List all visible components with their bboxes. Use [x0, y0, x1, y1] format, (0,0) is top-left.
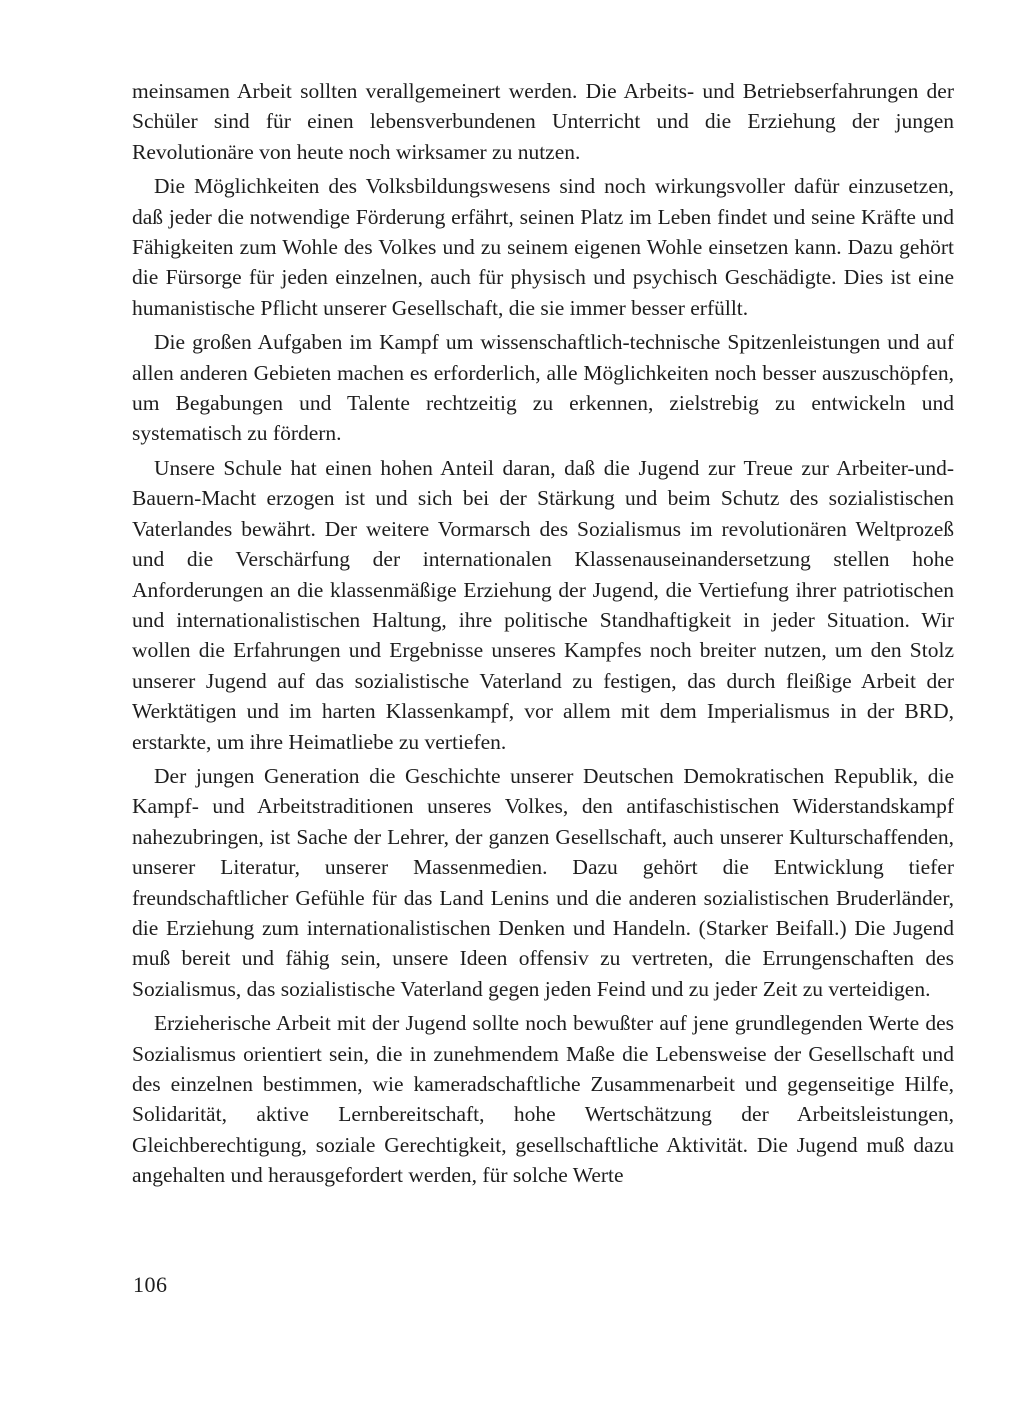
paragraph-4: Unsere Schule hat einen hohen Anteil daran, daß die Jugend zur Treue zur Arbeiter-und-Bauern-Macht erzogen ist und sich bei der Stärkung und beim Schutz des sozialistischen Vaterlandes bewährt. Der weitere Vormarsch des Sozialismus im revolutionären Weltprozeß und die Verschärfung der internationalen Klassenauseinandersetzung stellen hohe Anforderungen an die klassenmäßige Erziehung der Jugend, die Vertiefung ihrer patriotischen und internationalistischen Haltung, ihre politische Standhaftigkeit in jeder Situation. Wir wollen die Erfahrungen und Ergebnisse unseres Kampfes noch breiter nutzen, um den Stolz unserer Jugend auf das sozialistische Vaterland zu festigen, das durch fleißige Arbeit der Werktätigen und im harten Klassenkampf, vor allem mit dem Imperialismus in der BRD, erstarkte, um ihre Heimatliebe zu vertiefen.: [132, 455, 954, 754]
paragraph-2: Die Möglichkeiten des Volksbildungswesens sind noch wirkungsvoller dafür einzusetzen, daß jeder die notwendige Förderung erfährt, seinen Platz im Leben findet und seine Kräfte und Fähigkeiten zum Wohle des Volkes und zu seinem eigenen Wohle einsetzen kann. Dazu gehört die Fürsorge für jeden einzelnen, auch für physisch und psychisch Geschädigte. Dies ist eine humanistische Pflicht unserer Gesellschaft, die sie immer besser erfüllt.: [132, 174, 954, 320]
paragraph-5: Der jungen Generation die Geschichte unserer Deutschen Demokratischen Republik, die Kampf- und Arbeitstraditionen unseres Volkes, den antifaschistischen Widerstandskampf nahezubringen, ist Sache der Lehrer, der ganzen Gesellschaft, auch unserer Kulturschaffenden, unserer Literatur, unserer Massenmedien. Dazu gehört die Entwicklung tiefer freundschaftlicher Gefühle für das Land Lenins und die anderen sozialistischen Bruderländer, die Erziehung zum internationalistischen Denken und Handeln. (Starker Beifall.) Die Jugend muß bereit und fähig sein, unsere Ideen offensiv zu vertreten, die Errungenschaften des Sozialismus, das sozialistische Vaterland gegen jeden Feind und zu jeder Zeit zu verteidigen.: [132, 763, 954, 1001]
paragraph-3: Die großen Aufgaben im Kampf um wissenschaftlich-technische Spitzenleistungen und auf allen anderen Gebieten machen es erforderlich, alle Möglichkeiten noch besser auszuschöpfen, um Begabungen und Talente rechtzeitig zu erkennen, zielstrebig zu entwickeln und systematisch zu fördern.: [132, 330, 954, 446]
page-number: 106: [133, 1272, 168, 1297]
paragraph-1: meinsamen Arbeit sollten verallgemeinert werden. Die Arbeits- und Betriebserfahrungen der Schüler sind für einen lebensverbundenen Unterricht und die Erziehung der jungen Revolutionäre von heute noch wirksamer zu nutzen.: [132, 79, 954, 164]
paragraph-6: Erzieherische Arbeit mit der Jugend sollte noch bewußter auf jene grundlegenden Werte des Sozialismus orientiert sein, die in zunehmendem Maße die Lebensweise der Gesellschaft und des einzelnen bestimmen, wie kameradschaftliche Zusammenarbeit und gegenseitige Hilfe, Solidarität, aktive Lernbereitschaft, hohe Wertschätzung der Arbeitsleistungen, Gleichberechtigung, soziale Gerechtigkeit, gesellschaftliche Aktivität. Die Jugend muß dazu angehalten und herausgefordert werden, für solche Werte: [132, 1011, 954, 1188]
body-text: [132, 76, 954, 1195]
